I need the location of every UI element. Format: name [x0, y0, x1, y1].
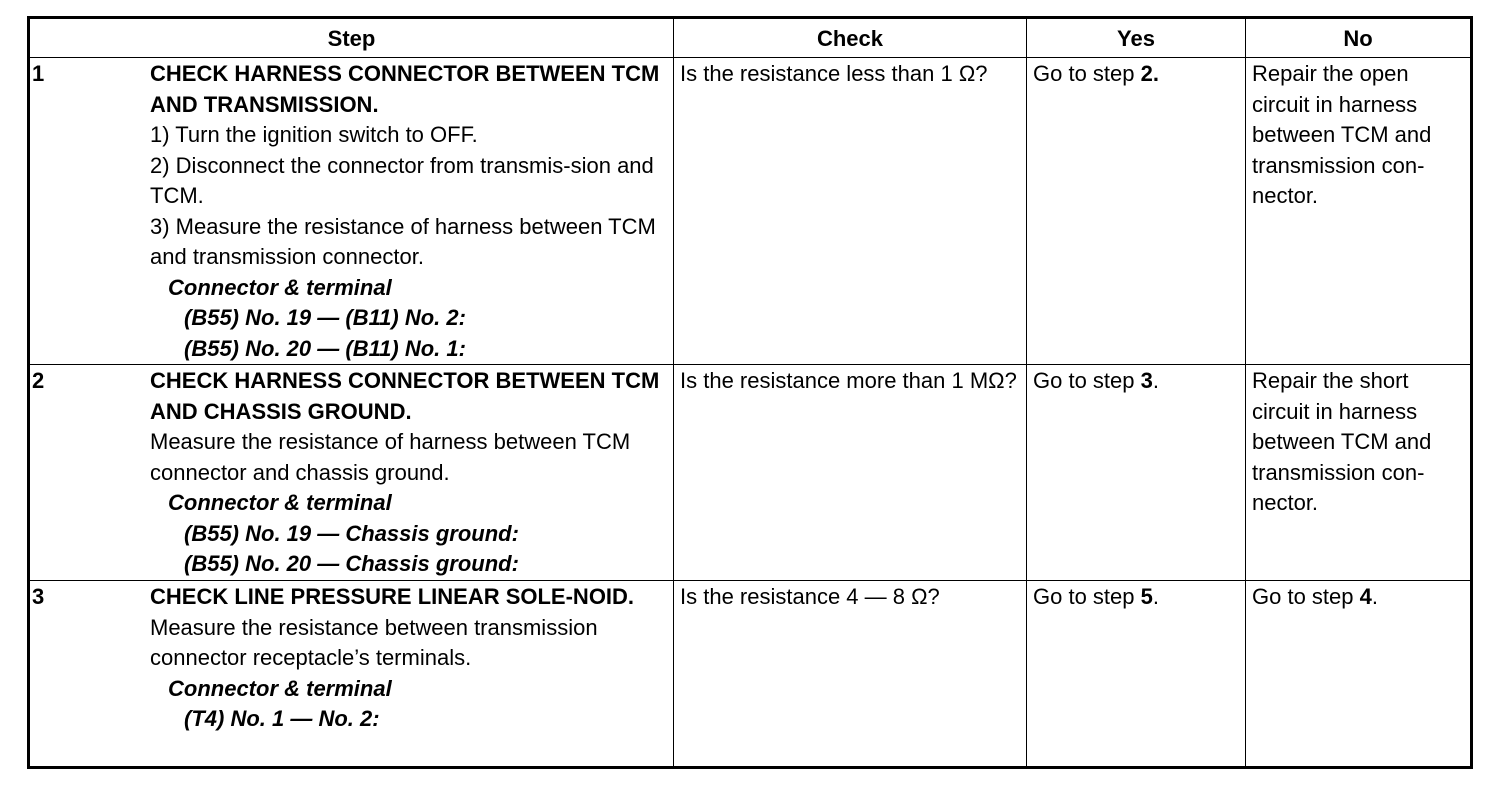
yes-prefix: Go to step — [1033, 584, 1141, 609]
check-cell: Is the resistance 4 — 8 Ω? — [674, 581, 1027, 768]
header-row — [29, 18, 1472, 58]
connector-heading: Connector & terminal — [168, 675, 392, 701]
no-cell — [1246, 581, 1472, 768]
step-instruction: Measure the resistance between transmission connector receptacle’s terminals. — [150, 614, 598, 670]
step-title: CHECK HARNESS CONNECTOR BETWEEN TCM AND CHASSIS GROUND. — [150, 368, 660, 424]
header-check: Check — [674, 18, 1027, 58]
step-title: CHECK HARNESS CONNECTOR BETWEEN TCM AND TRANSMISSION. — [150, 61, 660, 117]
step-cell — [29, 58, 674, 365]
check-cell: Is the resistance more than 1 MΩ? — [674, 365, 1027, 581]
connector-heading: Connector & terminal — [168, 274, 392, 300]
yes-step: 5 — [1140, 584, 1153, 609]
yes-suffix: . — [1152, 584, 1159, 609]
step-instruction: 2) Disconnect the connector from transmis-sion and TCM. — [150, 152, 654, 208]
step-number: 1 — [32, 61, 45, 86]
diagnostic-table — [27, 16, 1473, 769]
table-row — [29, 581, 1472, 768]
step-number: 2 — [32, 368, 45, 393]
step-cell — [29, 365, 674, 581]
connector-terminal: (T4) No. 1 — No. 2: — [184, 706, 380, 731]
yes-cell — [1027, 365, 1246, 581]
yes-cell — [1027, 581, 1246, 768]
connector-terminal: (B55) No. 20 — (B11) No. 1: — [184, 335, 466, 361]
header-yes: Yes — [1027, 18, 1246, 58]
connector-heading: Connector & terminal — [168, 490, 392, 515]
connector-terminal: (B55) No. 19 — Chassis ground: — [184, 520, 519, 546]
step-instruction: 3) Measure the resistance of harness between TCM and transmission connector. — [150, 213, 656, 269]
header-no: No — [1246, 18, 1472, 58]
no-cell: Repair the short circuit in harness between TCM and transmission con-nector. — [1246, 365, 1472, 581]
connector-terminal: (B55) No. 19 — (B11) No. 2: — [184, 305, 466, 330]
no-cell: Repair the open circuit in harness between TCM and transmission con-nector. — [1246, 58, 1472, 365]
no-prefix: Go to step — [1252, 584, 1360, 609]
check-cell: Is the resistance less than 1 Ω? — [674, 58, 1027, 365]
no-suffix: . — [1371, 584, 1378, 609]
yes-prefix: Go to step — [1033, 368, 1141, 393]
yes-step: 2. — [1140, 61, 1159, 86]
yes-cell — [1027, 58, 1246, 365]
header-step: Step — [29, 18, 674, 58]
table-row — [29, 58, 1472, 365]
table-row — [29, 365, 1472, 581]
no-step: 4 — [1359, 584, 1372, 609]
step-cell — [29, 581, 674, 768]
yes-step: 3 — [1140, 368, 1153, 393]
yes-prefix: Go to step — [1033, 61, 1141, 86]
step-instruction: 1) Turn the ignition switch to OFF. — [150, 122, 478, 147]
step-instruction: Measure the resistance of harness between TCM connector and chassis ground. — [150, 429, 631, 485]
yes-suffix: . — [1152, 368, 1159, 393]
step-title: CHECK LINE PRESSURE LINEAR SOLE-NOID. — [150, 584, 635, 609]
step-number: 3 — [32, 584, 45, 609]
connector-terminal: (B55) No. 20 — Chassis ground: — [184, 551, 519, 576]
